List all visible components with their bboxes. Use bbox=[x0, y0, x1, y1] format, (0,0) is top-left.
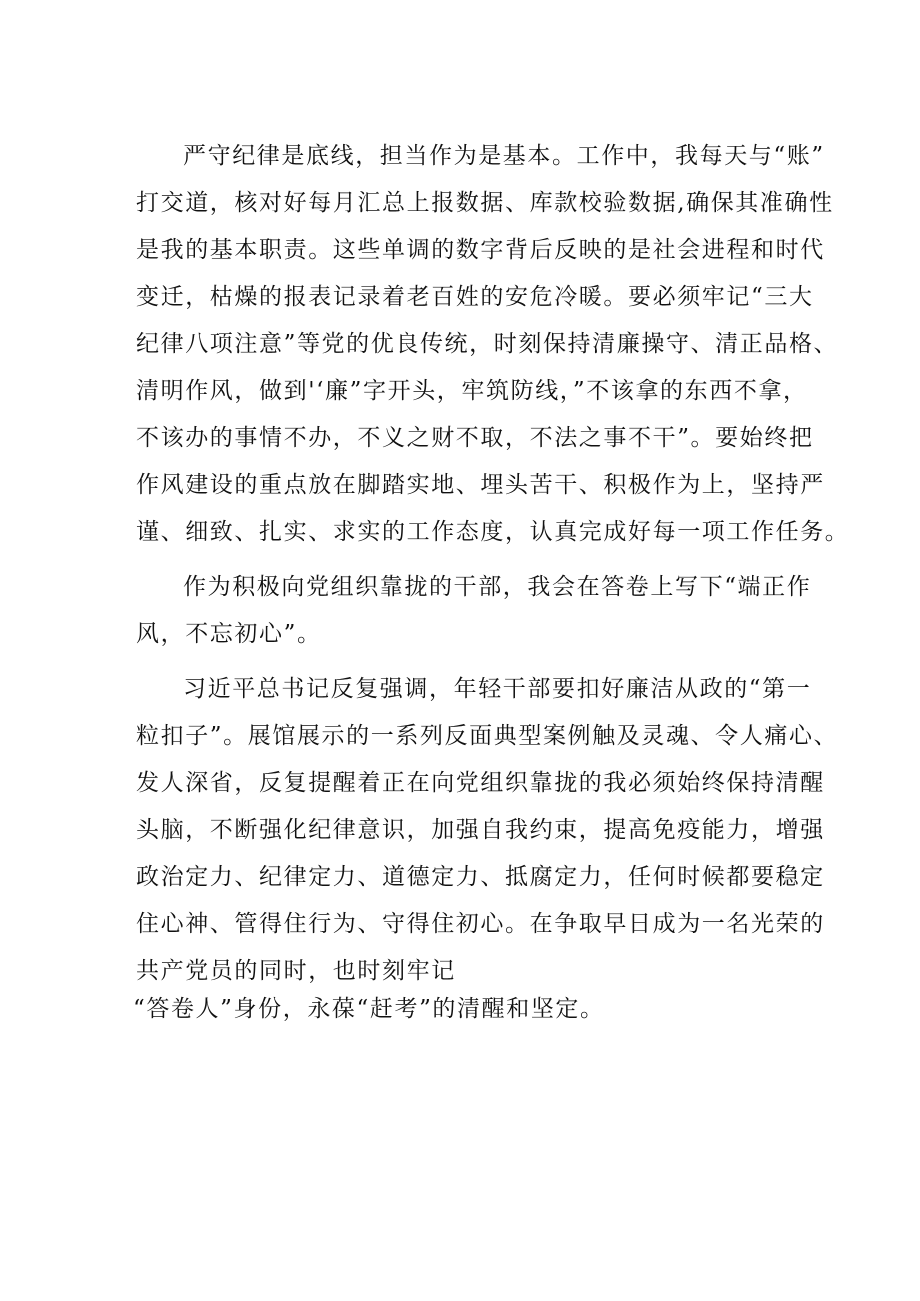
paragraph-1-line-6: 清明作风，做到'‘廉”字开头，牢筑防线，”不该拿的东西不拿， bbox=[136, 378, 808, 404]
paragraph-1-line-9: 谨、细致、扎实、求实的工作态度，认真完成好每一项工作任务。 bbox=[136, 519, 850, 545]
paragraph-3-line-7: 共产党员的同时，也时刻牢记 bbox=[136, 958, 456, 984]
paragraph-1-line-1: 严守纪律是底线，担当作为是基本。工作中，我每天与“账” bbox=[183, 143, 825, 169]
paragraph-2-line-2: 风，不忘初心”。 bbox=[136, 621, 322, 647]
paragraph-3-line-6: 住心神、管得住行为、守得住初心。在争取早日成为一名光荣的 bbox=[136, 911, 825, 937]
paragraph-1-line-5: 纪律八项注意”等党的优良传统，时刻保持清廉操守、清正品格、 bbox=[136, 331, 839, 357]
paragraph-3-line-3: 发人深省，反复提醒着正在向党组织靠拢的我必须始终保持清醒 bbox=[136, 770, 825, 796]
paragraph-1-line-8: 作风建设的重点放在脚踏实地、埋头苦干、积极作为上，坚持严 bbox=[136, 472, 825, 498]
paragraph-1-line-7: 不该办的事情不办，不义之财不取，不法之事不干”。要始终把 bbox=[136, 425, 814, 451]
paragraph-1-line-3: 是我的基本职责。这些单调的数字背后反映的是社会进程和时代 bbox=[136, 237, 825, 263]
paragraph-2-line-1: 作为积极向党组织靠拢的干部，我会在答卷上写下“端正作 bbox=[183, 574, 812, 600]
paragraph-3-line-4: 头脑，不断强化纪律意识，加强自我约束，提高免疫能力，增强 bbox=[136, 817, 825, 843]
paragraph-3-line-1: 习近平总书记反复强调，年轻干部要扣好廉洁从政的“第一 bbox=[183, 676, 812, 702]
paragraph-1-line-4: 变迁，枯燥的报表记录着老百姓的安危冷暖。要必须牢记“三大 bbox=[136, 284, 814, 310]
paragraph-3-line-2: 粒扣子”。展馆展示的一系列反面典型案例触及灵魂、令人痛心、 bbox=[136, 723, 839, 749]
paragraph-3-line-8: “答卷人”身份，永葆“赶考”的清醒和坚定。 bbox=[133, 996, 605, 1022]
paragraph-1-line-2: 打交道，核对好每月汇总上报数据、库款校验数据,确保其准确性 bbox=[136, 190, 834, 216]
paragraph-3-line-5: 政治定力、纪律定力、道德定力、抵腐定力，任何时候都要稳定 bbox=[136, 864, 825, 890]
